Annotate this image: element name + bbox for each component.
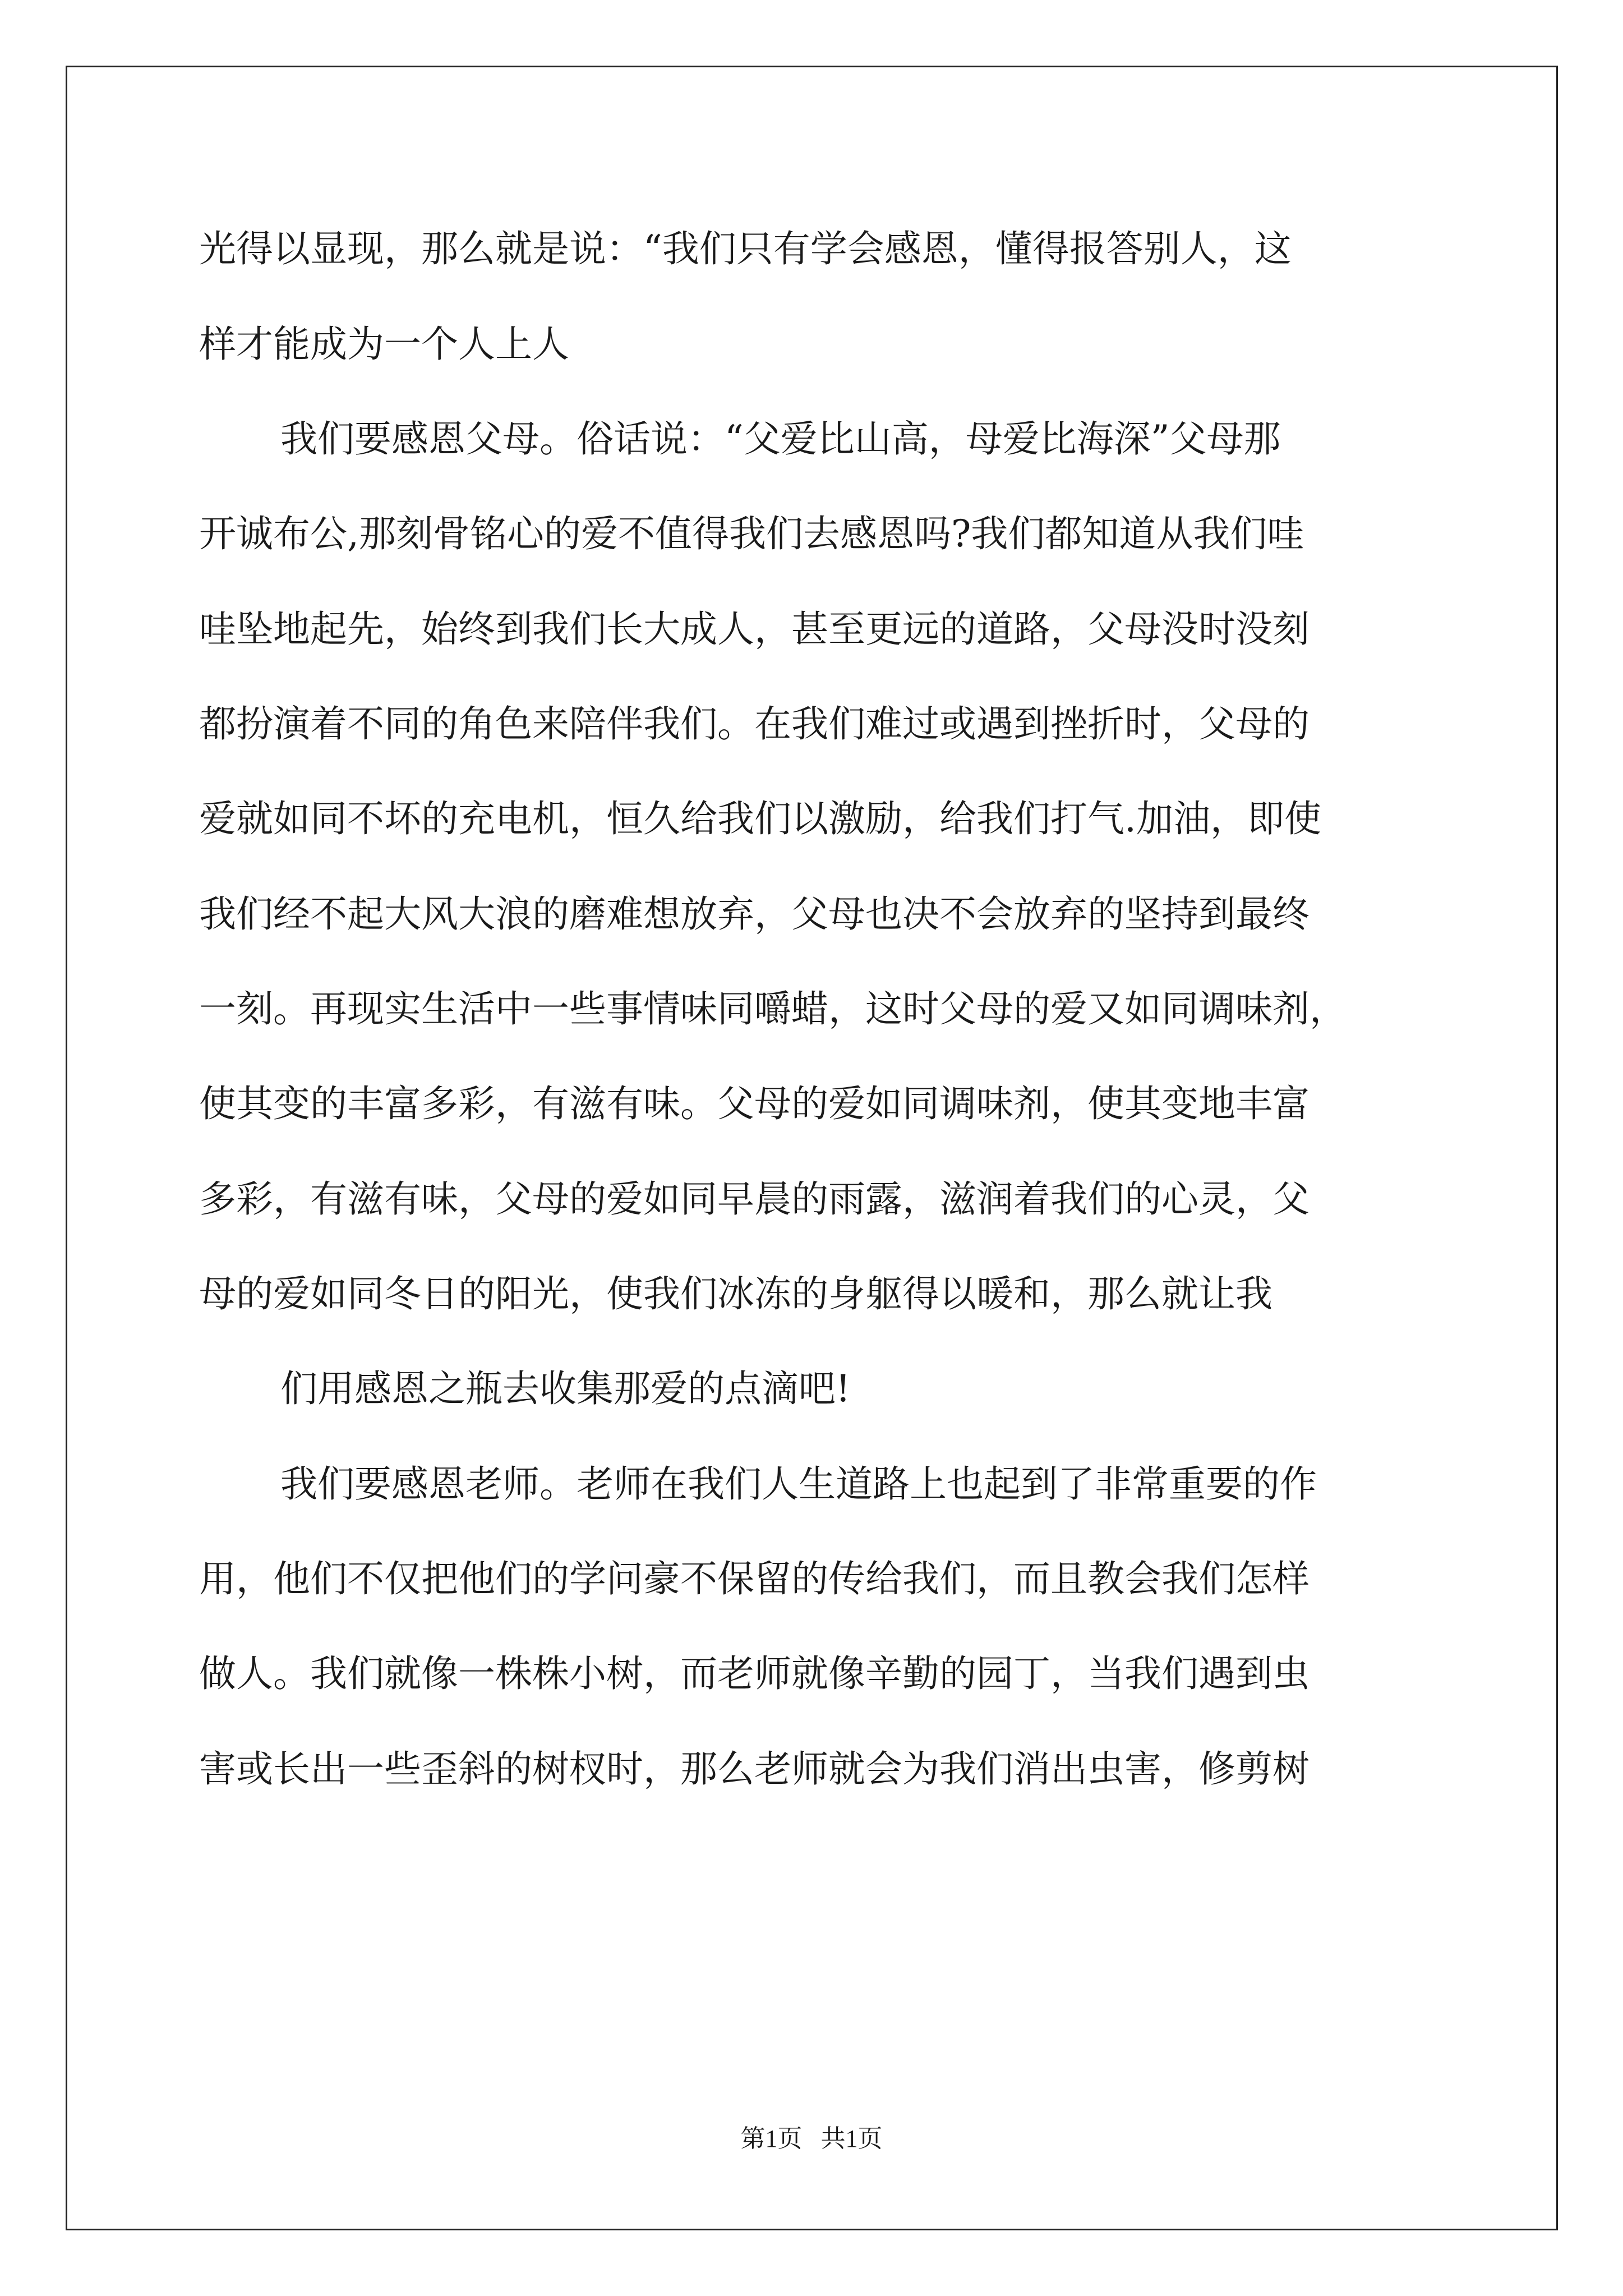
text-line: 用，他们不仅把他们的学问豪不保留的传给我们，而且教会我们怎样 [199, 1557, 1310, 1600]
text-line: 多彩，有滋有味，父母的爱如同早晨的雨露，滋润着我们的心灵，父 [199, 1177, 1310, 1221]
text-line: 害或长出一些歪斜的树杈时，那么老师就会为我们消出虫害，修剪树 [199, 1747, 1310, 1791]
text-line: 哇坠地起先，始终到我们长大成人，甚至更远的道路，父母没时没刻 [199, 608, 1310, 651]
text-line: 使其变的丰富多彩，有滋有味。父母的爱如同调味剂，使其变地丰富 [199, 1082, 1310, 1125]
text-line: 样才能成为一个人上人 [199, 323, 569, 366]
text-line: 母的爱如同冬日的阳光，使我们冰冻的身躯得以暖和，那么就让我 [199, 1272, 1272, 1315]
text-line: 们用感恩之瓶去收集那爱的点滴吧! [280, 1367, 851, 1410]
text-line: 我们要感恩父母。俗话说：“父爱比山高，母爱比海深”父母那 [280, 417, 1281, 461]
text-line: 光得以显现，那么就是说：“我们只有学会感恩，懂得报答别人，这 [199, 227, 1292, 270]
page-number-footer: 第1页 共1页 [740, 2125, 883, 2152]
text-line: 我们要感恩老师。老师在我们人生道路上也起到了非常重要的作 [280, 1462, 1317, 1506]
text-line: 做人。我们就像一株株小树，而老师就像辛勤的园丁，当我们遇到虫 [199, 1652, 1310, 1695]
page-border [66, 66, 1558, 2230]
text-line: 开诚布公,那刻骨铭心的爱不值得我们去感恩吗?我们都知道从我们哇 [199, 512, 1304, 555]
text-line: 一刻。再现实生活中一些事情味同嚼蜡，这时父母的爱又如同调味剂， [199, 987, 1347, 1030]
text-line: 都扮演着不同的角色来陪伴我们。在我们难过或遇到挫折时，父母的 [199, 702, 1310, 746]
text-line: 爱就如同不坏的充电机，恒久给我们以激励，给我们打气.加油，即使 [199, 797, 1321, 840]
text-line: 我们经不起大风大浪的磨难想放弃，父母也决不会放弃的坚持到最终 [199, 892, 1310, 936]
